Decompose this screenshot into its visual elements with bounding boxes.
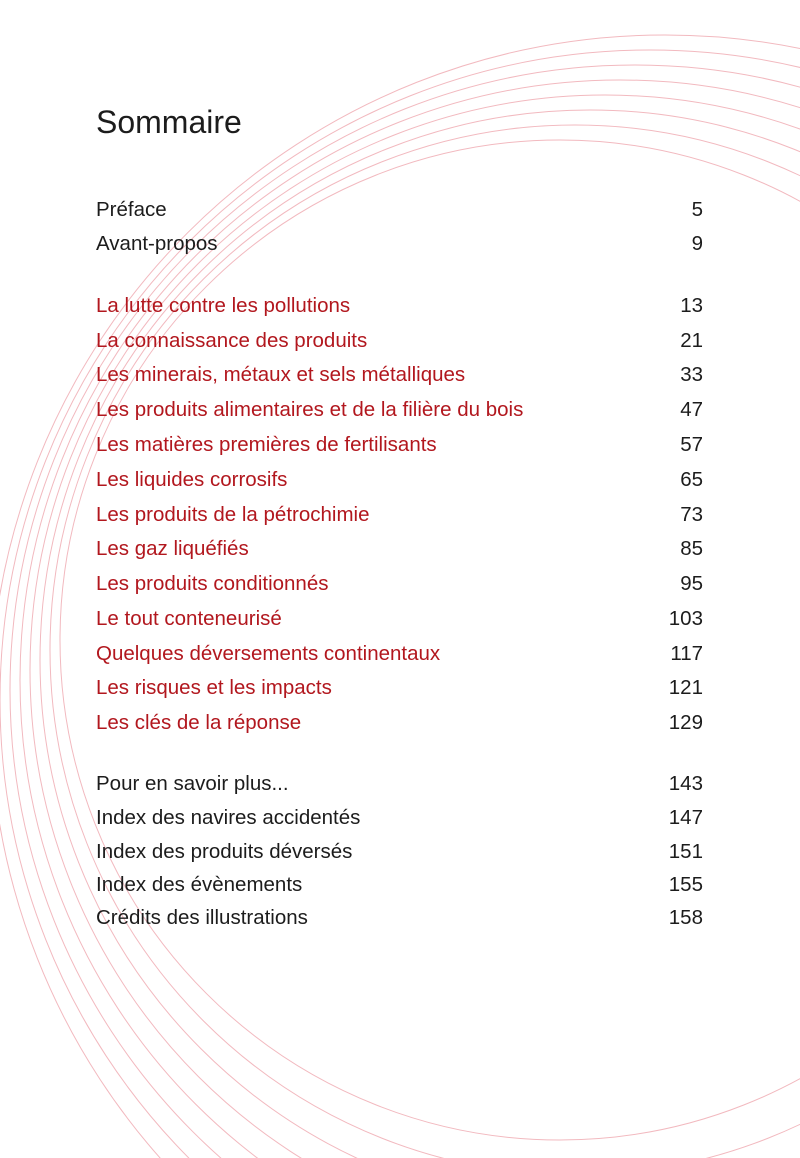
toc-chapter-label: Les risques et les impacts bbox=[96, 676, 332, 699]
toc-chapter-entry[interactable] bbox=[96, 502, 703, 528]
toc-chapter-label: Les gaz liquéfiés bbox=[96, 537, 249, 560]
toc-entry-bibliography[interactable] bbox=[96, 771, 703, 797]
toc-entry-page: 103 bbox=[668, 607, 703, 630]
toc-entry-page: 151 bbox=[668, 840, 703, 863]
toc-chapter-label: Les minerais, métaux et sels métalliques bbox=[96, 363, 466, 386]
toc-chapter-entry[interactable] bbox=[96, 293, 703, 319]
toc-entry-page: 9 bbox=[691, 232, 703, 255]
toc-chapter-entry[interactable] bbox=[96, 571, 703, 597]
toc-entry-label: Index des navires accidentés bbox=[96, 806, 361, 829]
toc-entry-page: 95 bbox=[680, 572, 703, 595]
toc-entry-page: 47 bbox=[680, 398, 703, 421]
toc-entry-page: 143 bbox=[668, 772, 703, 795]
toc-chapter-label: Le tout conteneurisé bbox=[96, 607, 282, 630]
toc-entry-label: Index des évènements bbox=[96, 873, 303, 896]
toc-chapter-label: Les liquides corrosifs bbox=[96, 468, 288, 491]
toc-entry-page: 85 bbox=[680, 537, 703, 560]
toc-entry-page: 117 bbox=[670, 642, 703, 665]
toc-entry-preface[interactable] bbox=[96, 197, 703, 223]
toc-chapter-label: Les produits conditionnés bbox=[96, 572, 329, 595]
toc-entry-page: 158 bbox=[668, 906, 703, 929]
toc-chapter-label: Les produits alimentaires et de la filière du bois bbox=[96, 398, 524, 421]
toc-entry-page: 33 bbox=[680, 363, 703, 386]
toc-chapter-label: Les produits de la pétrochimie bbox=[96, 503, 370, 526]
toc-chapter-label: Les clés de la réponse bbox=[96, 711, 302, 734]
toc-chapter-entry[interactable] bbox=[96, 641, 703, 667]
toc-chapter-entry[interactable] bbox=[96, 675, 703, 701]
toc-entry-label: Pour en savoir plus... bbox=[96, 772, 289, 795]
toc-chapter-entry[interactable] bbox=[96, 536, 703, 562]
toc-entry-index-ships[interactable] bbox=[96, 805, 703, 831]
toc-chapter-entry[interactable] bbox=[96, 467, 703, 493]
toc-chapter-label: Quelques déversements continentaux bbox=[96, 642, 441, 665]
toc-entry-page: 21 bbox=[680, 329, 703, 352]
toc-entry-page: 73 bbox=[680, 503, 703, 526]
page-title: Sommaire bbox=[96, 104, 242, 140]
toc-entry-label: Index des produits déversés bbox=[96, 840, 353, 863]
toc-entry-page: 129 bbox=[668, 711, 703, 734]
toc-entry-credits[interactable] bbox=[96, 905, 703, 931]
toc-chapter-entry[interactable] bbox=[96, 710, 703, 736]
toc-entry-label: Avant-propos bbox=[96, 232, 218, 255]
toc-chapter-entry[interactable] bbox=[96, 397, 703, 423]
toc-entry-page: 5 bbox=[691, 198, 703, 221]
toc-entry-page: 147 bbox=[668, 806, 703, 829]
toc-entry-index-products[interactable] bbox=[96, 839, 703, 865]
toc-entry-page: 13 bbox=[680, 294, 703, 317]
toc-chapter-entry[interactable] bbox=[96, 328, 703, 354]
toc-entry-label: Crédits des illustrations bbox=[96, 906, 308, 929]
toc-entry-label: Préface bbox=[96, 198, 167, 221]
toc-entry-page: 65 bbox=[680, 468, 703, 491]
toc-chapter-label: La connaissance des produits bbox=[96, 329, 368, 352]
toc-entry-page: 121 bbox=[668, 676, 703, 699]
toc-entry-page: 155 bbox=[668, 873, 703, 896]
toc-chapter-label: La lutte contre les pollutions bbox=[96, 294, 351, 317]
toc-entry-index-events[interactable] bbox=[96, 872, 703, 898]
toc-chapter-entry[interactable] bbox=[96, 362, 703, 388]
toc-entry-avant-propos[interactable] bbox=[96, 231, 703, 257]
toc-chapter-entry[interactable] bbox=[96, 432, 703, 458]
toc-entry-page: 57 bbox=[680, 433, 703, 456]
toc-chapter-entry[interactable] bbox=[96, 606, 703, 632]
toc-chapter-label: Les matières premières de fertilisants bbox=[96, 433, 437, 456]
